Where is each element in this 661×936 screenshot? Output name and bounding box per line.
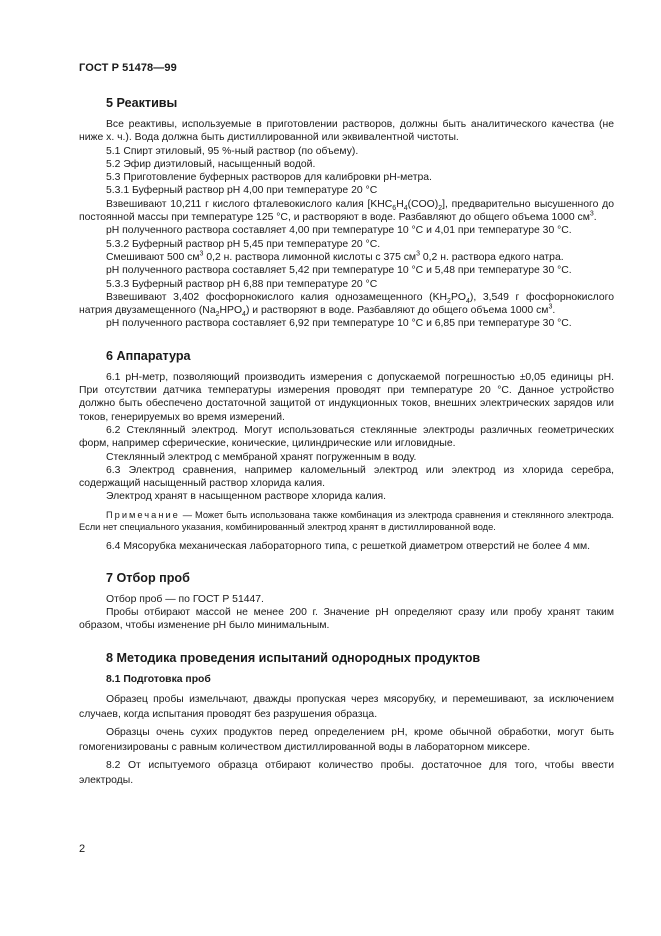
- section-6-title: 6 Аппаратура: [106, 348, 191, 363]
- item-7-sampling: Отбор проб — по ГОСТ Р 51447.: [106, 593, 264, 605]
- item-7-mass: Пробы отбирают массой не менее 200 г. Значение pH определяют сразу или пробу хранят таким образом, чтобы изменение pH было минимальным.: [79, 607, 614, 632]
- subsection-8-1-title: 8.1 Подготовка проб: [106, 673, 211, 685]
- page-number: 2: [79, 843, 86, 855]
- item-6-1: 6.1 pH-метр, позволяющий производить измерения с допускаемой погрешностью ±0,05 единицы pH. При отсутствии датчика температуры измерения проводят при температуре 20 °С. Данное устройство должно быть обеспечено достаточной защитой от индукционных токов, внешних электрических зарядов или токов, генерируемых во время измерений.: [79, 371, 614, 423]
- section-7-title: 7 Отбор проб: [106, 570, 190, 585]
- item-8-2: 8.2 От испытуемого образца отбирают количество пробы. достаточное для того, чтобы ввести электроды.: [79, 760, 614, 787]
- item-5-3-2-ph: pH полученного раствора составляет 5,42 при температуре 10 °С и 5,48 при температуре 30 °С.: [106, 265, 572, 277]
- item-5-3-2-text: Смешивают 500 $см^3$ 0,2 н. раствора лимонной кислоты с 375 $см^3$ 0,2 н. раствора едкого натра.: [106, 250, 564, 263]
- item-5-3-1-text: Взвешивают 10,211 г кислого фталевокислого калия $[KHC_6H_4(COO)_2]$, предварительно высушенного до постоянной массы при температуре 125 °С, и растворяют в воде. Разбавляют до общего объема 1000 $см^3$.: [79, 198, 615, 224]
- item-5-3-1-title: 5.3.1 Буферный раствор pH 4,00 при температуре 20 °С: [106, 185, 378, 197]
- section-5-intro: Все реактивы, используемые в приготовлении растворов, должны быть аналитического качества (не ниже х. ч.). Вода должна быть дистиллированной или эквивалентной чистоты.: [79, 119, 614, 144]
- item-5-3-3-ph: pH полученного раствора составляет 6,92 при температуре 10 °С и 6,85 при температуре 30 °С.: [106, 318, 572, 330]
- note-label: Примечание: [106, 509, 180, 520]
- item-6-3: 6.3 Электрод сравнения, например каломельный электрод или электрод из хлорида серебра, содержащий насыщенный раствор хлорида калия.: [79, 464, 614, 490]
- item-6-2: 6.2 Стеклянный электрод. Могут использоваться стеклянные электроды различных геометрических форм, например сферические, конические, цилиндрические или игловидные.: [79, 424, 614, 450]
- item-5-3-3-title: 5.3.3 Буферный раствор pH 6,88 при температуре 20 °С: [106, 278, 378, 290]
- item-6-2-storage: Стеклянный электрод с мембраной хранят погруженным в воду.: [106, 451, 417, 463]
- item-6-3-storage: Электрод хранят в насыщенном растворе хлорида калия.: [106, 491, 387, 503]
- document-body: [79, 95, 614, 788]
- item-5-3-3-text: Взвешивают 3,402 фосфорнокислого калия однозамещенного $(KH_2PO_4)$, 3,549 г фосфорнокислого натрия двузамещенного $(Na_2HPO_4)$ и растворяют в воде. Разбавляют до общего объема 1000 $см^3$.: [79, 291, 614, 319]
- item-6-4: 6.4 Мясорубка механическая лабораторного типа, с решеткой диаметром отверстий не более 4 мм.: [106, 540, 591, 552]
- item-5-2: 5.2 Эфир диэтиловый, насыщенный водой.: [106, 158, 316, 170]
- document-header: ГОСТ Р 51478—99: [79, 62, 177, 74]
- note-6: Примечание — Может быть использована также комбинация из электрода сравнения и стеклянного электрода. Если нет специального указания, комбинированный электрод хранят в дистиллированной воде.: [79, 509, 614, 533]
- item-5-3-1-ph: pH полученного раствора составляет 4,00 при температуре 10 °С и 4,01 при температуре 30 °С.: [106, 225, 572, 237]
- item-5-3-2-title: 5.3.2 Буферный раствор pH 5,45 при температуре 20 °С.: [106, 238, 381, 250]
- item-8-1-p2: Образцы очень сухих продуктов перед определением pH, кроме обычной обработки, могут быть гомогенизированы с равным количеством дистиллированной воды в лабораторном миксере.: [79, 727, 614, 754]
- item-5-1: 5.1 Спирт этиловый, 95 %-ный раствор (по объему).: [106, 145, 359, 157]
- section-8-title: 8 Методика проведения испытаний однородных продуктов: [106, 650, 481, 665]
- item-5-3: 5.3 Приготовление буферных растворов для калибровки pH-метра.: [106, 172, 432, 184]
- item-8-1-p1: Образец пробы измельчают, дважды пропуская через мясорубку, и перемешивают, за исключением случаев, когда испытания проводят без разрушения образца.: [79, 694, 614, 721]
- section-5-title: 5 Реактивы: [106, 96, 178, 110]
